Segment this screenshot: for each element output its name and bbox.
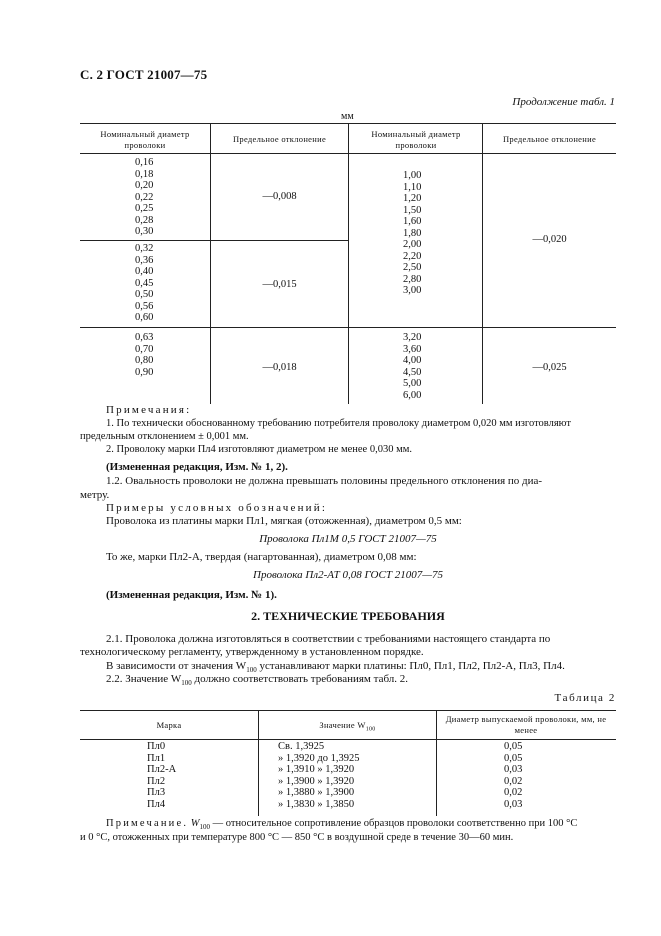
diameter-cell: 0,60 (135, 312, 154, 323)
header-nominal-diameter-2: Номинальный диаметр проволоки (371, 129, 461, 150)
text-fragment: W (190, 818, 200, 829)
value-cell: » 1,3900 » 1,3920 (278, 775, 355, 787)
value-cell: » 1,3910 » 1,3920 (278, 764, 355, 775)
diameter-cell: 0,22 (135, 191, 154, 203)
diameter-cell: 0,32 (135, 243, 154, 254)
table-rule (80, 240, 348, 241)
paragraph-1-2-line-2: метру. (80, 489, 110, 501)
diameter-cell: 0,80 (135, 355, 154, 366)
diameter-cell: 0,40 (135, 266, 154, 277)
text-fragment: Значение W (319, 720, 366, 730)
note-1-line-2: предельным отклонением ± 0,001 мм. (80, 431, 249, 442)
text-fragment: должно соответствовать требованиям табл. 2. (191, 673, 409, 685)
deviation-group-3: —0,018 (262, 362, 297, 373)
diameter-cell: 4,50 (403, 366, 422, 378)
diameter-list-right-1 (403, 170, 421, 297)
value-cell: » 1,3920 до 1,3925 (278, 752, 360, 764)
diameter-cell: 6,00 (403, 389, 422, 401)
diameter-cell: 1,20 (403, 193, 422, 204)
table-continuation-label: Продолжение табл. 1 (512, 96, 615, 108)
subscript: 100 (246, 666, 257, 675)
diameter-cell: 0,03 (504, 764, 523, 775)
table-2 (80, 710, 616, 816)
mark-cell: Пл4 (147, 798, 166, 810)
page-header: С. 2 ГОСТ 21007—75 (80, 67, 208, 82)
examples-title: Примеры условных обозначений: (106, 502, 328, 514)
diameter-cell: 2,00 (403, 239, 422, 250)
header-diameter: Диаметр выпускаемой проволоки, мм, не менее (445, 714, 607, 735)
header-limit-deviation-2: Предельное отклонение (502, 134, 597, 144)
diameter-cell: 5,00 (403, 378, 422, 389)
deviation-right-2: —0,025 (532, 362, 567, 373)
diameter-cell: 1,60 (403, 216, 422, 227)
mark-cell: Пл2 (147, 775, 166, 787)
example-2-designation: Проволока Пл2-АТ 0,08 ГОСТ 21007—75 (253, 569, 443, 581)
table-rule (348, 123, 349, 404)
note-1-line-1: 1. По технически обоснованному требованию потребителя проволоку диаметром 0,020 мм изготовляют (106, 418, 571, 429)
notes-title: Примечания: (106, 404, 192, 416)
note-3-line-2: и 0 °С, отожженных при температуре 800 °С — 850 °С в воздушной среде в течение 30—60 мин. (80, 832, 514, 843)
diameter-cell: 1,10 (403, 181, 422, 193)
revision-note-2: (Измененная редакция, Изм. № 1). (106, 589, 277, 601)
header-mark: Марка (156, 720, 182, 730)
section-title: 2. ТЕХНИЧЕСКИЕ ТРЕБОВАНИЯ (251, 609, 445, 623)
paragraph-2-1-line-1: 2.1. Проволока должна изготовляться в соответствии с требованиями настоящего стандарта по (106, 633, 551, 645)
diameter-cell: 2,80 (403, 273, 422, 285)
diameter-cell: 0,36 (135, 254, 154, 266)
subscript: 100 (199, 823, 211, 832)
value-cell: » 1,3880 » 1,3900 (278, 787, 355, 798)
diameter-cell: 0,50 (135, 289, 154, 300)
header-limit-deviation: Предельное отклонение (232, 134, 327, 144)
text-fragment: В зависимости от значения W (106, 660, 247, 672)
header-nominal-diameter: Номинальный диаметр проволоки (100, 129, 190, 150)
paragraph-2-1-line-2: технологическому регламенту, утвержденному в установленном порядке. (80, 646, 424, 658)
paragraph-2-2 (106, 673, 408, 691)
diameter-cell: 0,56 (135, 300, 154, 312)
diameter-cell: 0,05 (504, 741, 523, 752)
diameter-cell: 0,28 (135, 214, 154, 226)
text-fragment: 2.2. Значение W (106, 673, 182, 685)
table-1 (80, 123, 616, 404)
diameter-cell: 3,60 (403, 343, 422, 355)
diameter-list-right-2 (403, 332, 421, 401)
example-1-text: Проволока из платины марки Пл1, мягкая (отожженная), диаметром 0,5 мм: (106, 515, 462, 527)
example-2-text: То же, марки Пл2-А, твердая (нагартованная), диаметром 0,08 мм: (106, 551, 417, 563)
mark-cell: Пл0 (147, 741, 166, 752)
table-rule (80, 710, 616, 711)
subscript: 100 (181, 679, 192, 688)
diameter-cell: 1,50 (403, 204, 422, 216)
diameter-cell: 0,02 (504, 775, 523, 787)
diameter-cell: 3,00 (403, 285, 422, 296)
deviation-group-2: —0,015 (262, 279, 297, 290)
diameter-cell: 0,02 (504, 787, 523, 798)
diameter-cell: 1,80 (403, 227, 422, 239)
diameter-cell: 0,16 (135, 157, 154, 168)
deviation-group-1: —0,008 (262, 191, 297, 202)
note-2: 2. Проволоку марки Пл4 изготовляют диаметром не менее 0,030 мм. (106, 444, 413, 455)
mark-cell: Пл2-А (147, 764, 177, 775)
diameter-list-group-1 (135, 157, 153, 238)
diameter-cell: 3,20 (403, 332, 422, 343)
diameter-cell: 0,25 (135, 203, 154, 214)
text-fragment: — относительное сопротивление образцов проволоки соответственно при 100 °С (210, 818, 578, 829)
diameter-list-group-3 (135, 332, 153, 378)
text-fragment: устанавливают марки платины: Пл0, Пл1, Пл2, Пл2-А, Пл3, Пл4. (256, 660, 565, 672)
marks-column (147, 741, 176, 810)
table-rule (436, 710, 437, 816)
diameter-cell: 0,45 (135, 277, 154, 289)
deviation-right-1: —0,020 (532, 234, 567, 245)
diameter-cell: 0,70 (135, 343, 154, 355)
subscript: 100 (365, 726, 376, 733)
diameter-cell: 0,03 (504, 798, 523, 810)
header-value (259, 720, 436, 736)
table-rule (80, 739, 616, 740)
diameter-cell: 0,05 (504, 752, 523, 764)
unit-label: мм (341, 111, 354, 122)
value-cell: Св. 1,3925 (278, 741, 325, 752)
values-column (278, 741, 359, 810)
text-fragment: Примечание. (106, 818, 189, 829)
diameter-list-group-2 (135, 243, 153, 324)
diameter-cell: 1,00 (403, 170, 422, 181)
table-2-label: Таблица 2 (554, 692, 616, 704)
diameter-cell: 0,90 (135, 366, 154, 378)
diameter-cell: 0,63 (135, 332, 154, 343)
diameter-cell: 2,20 (403, 250, 422, 262)
revision-note-1: (Измененная редакция, Изм. № 1, 2). (106, 461, 288, 473)
diameters-column (504, 741, 522, 810)
diameter-cell: 4,00 (403, 355, 422, 366)
diameter-cell: 0,30 (135, 226, 154, 237)
value-cell: » 1,3830 » 1,3850 (278, 798, 355, 810)
mark-cell: Пл3 (147, 787, 166, 798)
diameter-cell: 0,18 (135, 168, 154, 180)
paragraph-1-2-line-1: 1.2. Овальность проволоки не должна превышать половины предельного отклонения по диа- (106, 475, 543, 487)
diameter-cell: 2,50 (403, 262, 422, 273)
example-1-designation: Проволока Пл1М 0,5 ГОСТ 21007—75 (259, 533, 437, 545)
mark-cell: Пл1 (147, 752, 166, 764)
diameter-cell: 0,20 (135, 180, 154, 191)
